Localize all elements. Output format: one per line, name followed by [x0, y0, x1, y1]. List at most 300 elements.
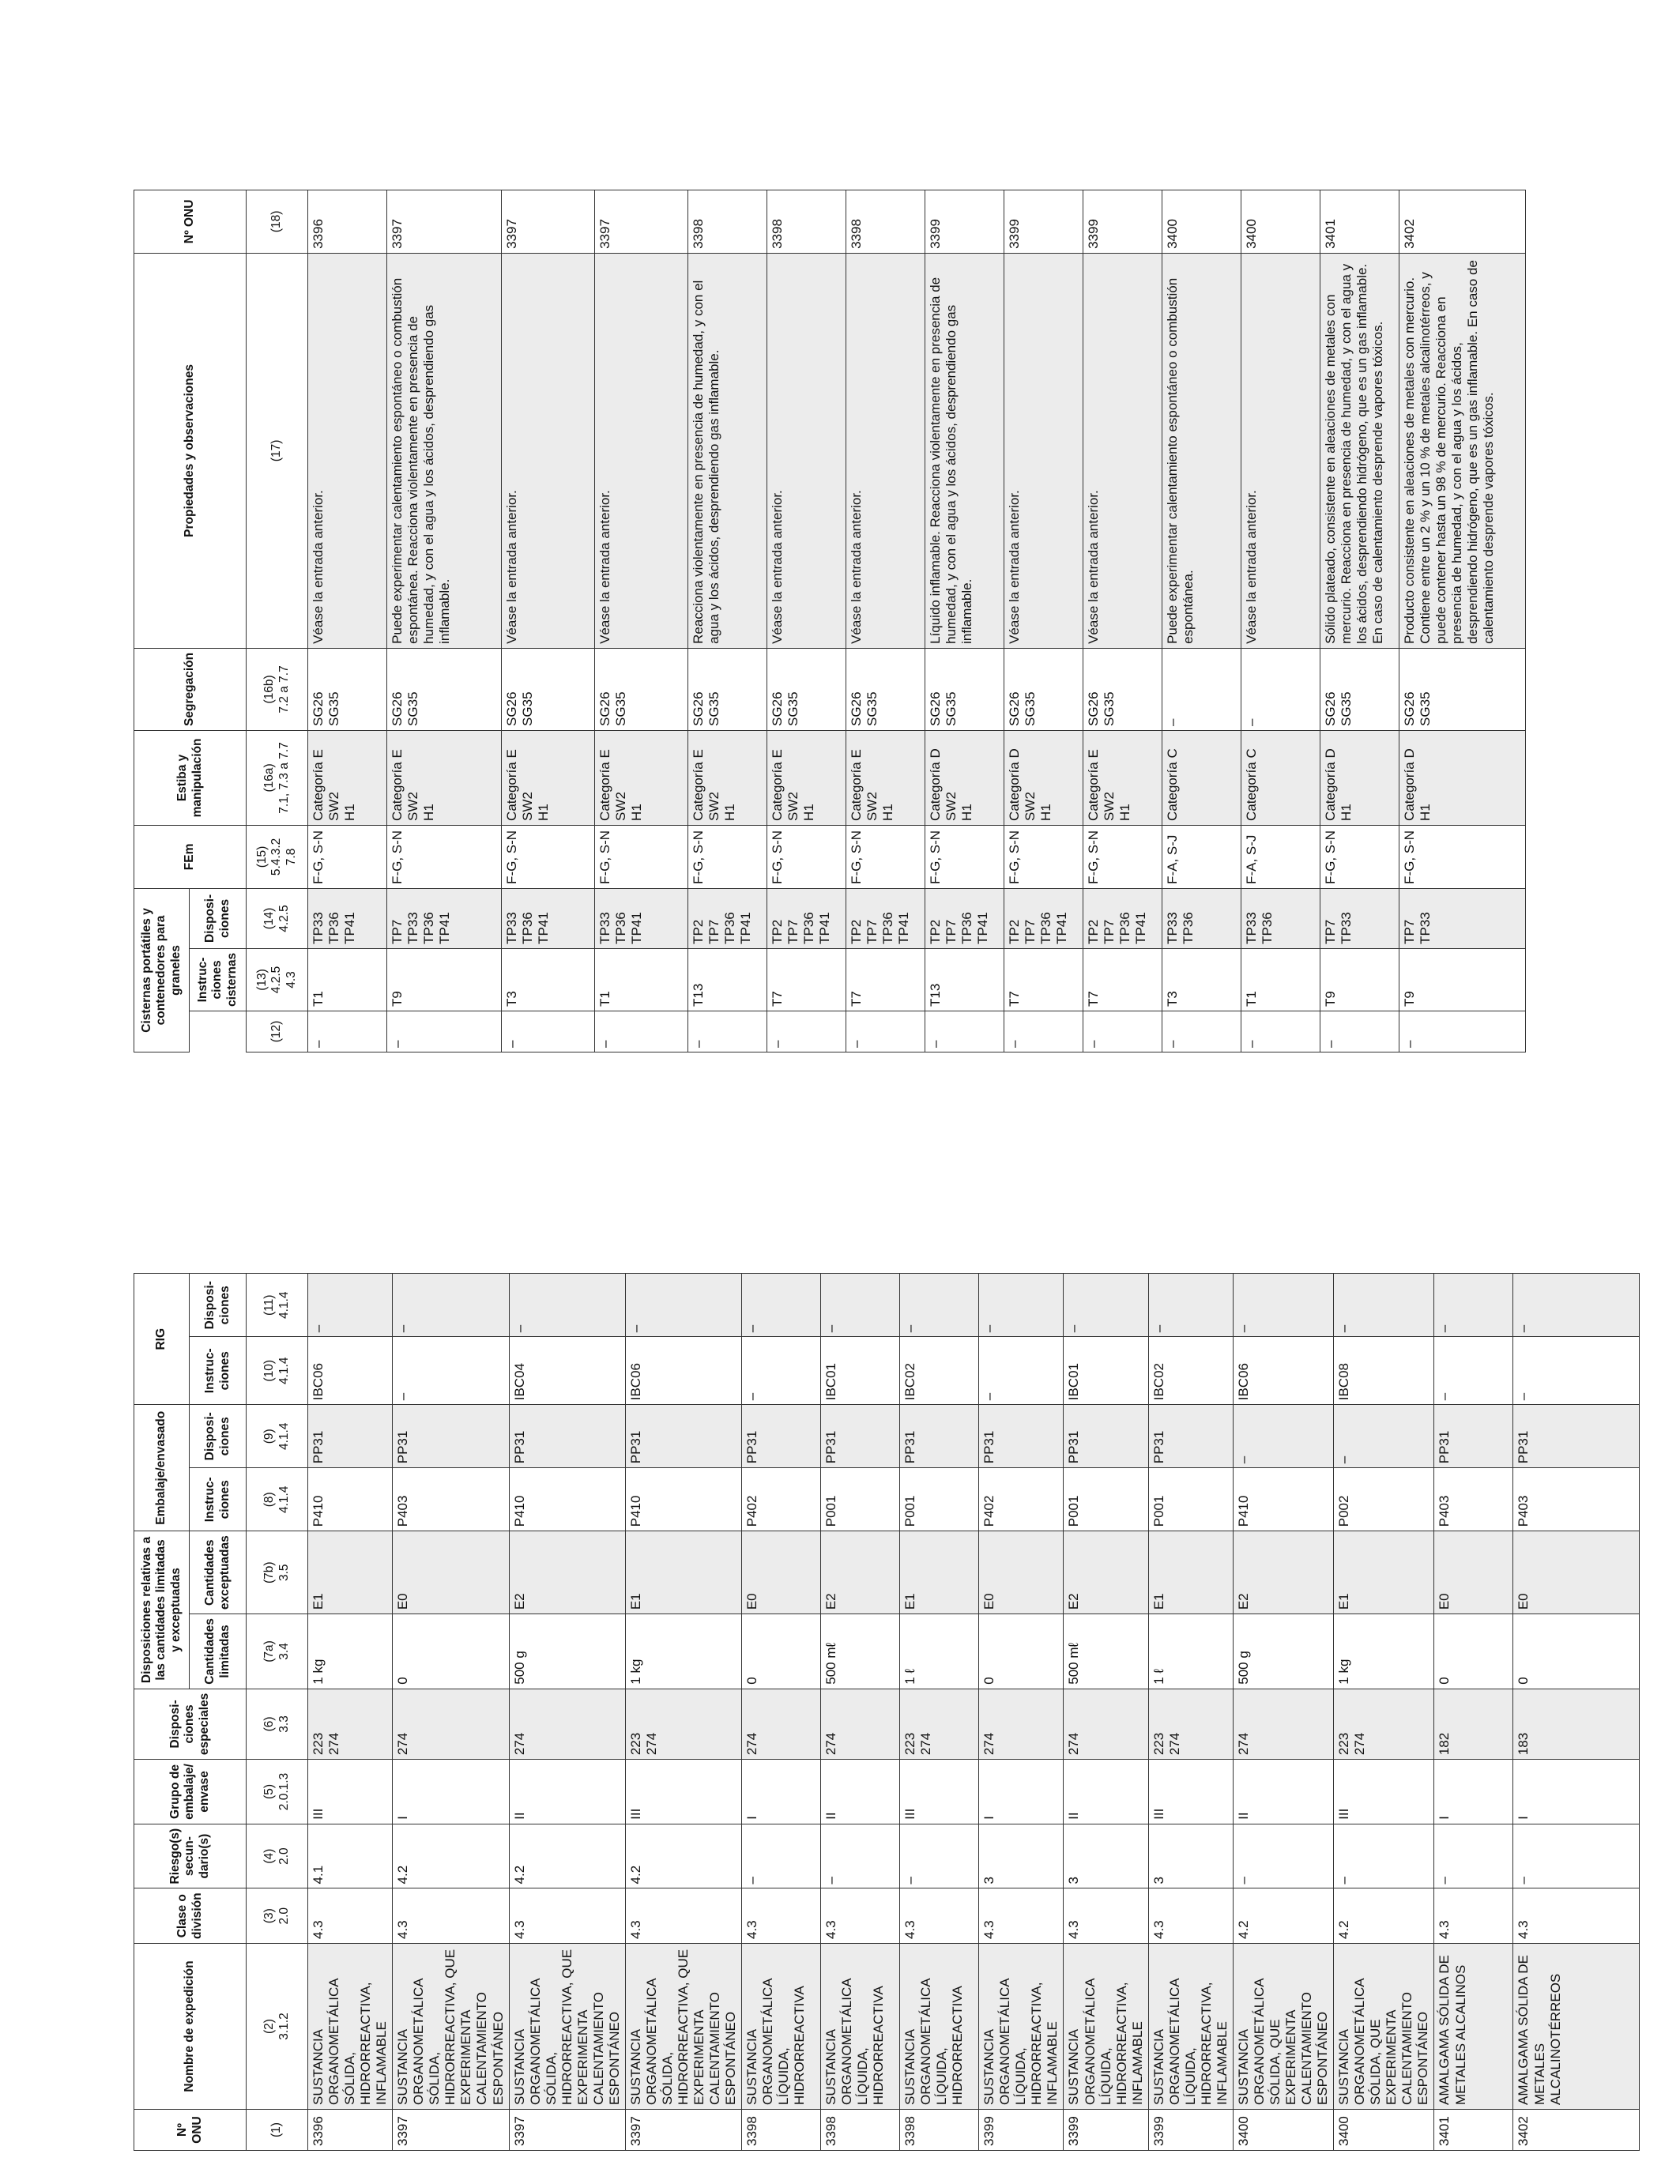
left-table — [134, 1273, 1640, 2151]
cell-nombre: SUSTANCIA ORGANOMETÁLICA SÓLIDA, HIDRORREACTIVA, QUE EXPERIMENTA CALENTAMIENTO ESPONTÁNEO — [509, 1944, 625, 2110]
cell-cist-dispo: TP7 TP33 TP36 TP41 — [387, 888, 502, 948]
table-row — [387, 190, 502, 1052]
cell-onu: 3400 — [1233, 2110, 1333, 2151]
cell-segregacion: SG26 SG35 — [595, 648, 688, 730]
cell-fem: F-G, S-N — [502, 825, 595, 888]
cell-cantexc: E1 — [1334, 1531, 1434, 1614]
hdr-rig: RIG — [134, 1274, 190, 1405]
cell-estiba: Categoría C — [1241, 730, 1320, 825]
cell-segregacion: SG26 SG35 — [1320, 648, 1399, 730]
cell-cantexc: E1 — [308, 1531, 393, 1614]
cell-rig-dispo: – — [1064, 1274, 1148, 1337]
colnum-propiedades: (17) — [247, 253, 308, 648]
cell-12: – — [767, 1011, 846, 1052]
table-row — [1162, 190, 1241, 1052]
colnum-rig-instr: (10) 4.1.4 — [247, 1337, 308, 1405]
colnum-onu-right: (18) — [247, 190, 308, 253]
cell-propiedades: Véase la entrada anterior. — [767, 253, 846, 648]
cell-cist-dispo: TP7 TP33 — [1320, 888, 1399, 948]
cell-dispesp: 223 274 — [900, 1689, 979, 1759]
cell-cantlim: 1 kg — [1334, 1614, 1434, 1689]
cell-rig-dispo: – — [308, 1274, 393, 1337]
cell-riesgo: – — [900, 1824, 979, 1888]
cell-rig-dispo: – — [900, 1274, 979, 1337]
cell-rig-dispo: – — [1233, 1274, 1333, 1337]
hdr-nombre: Nombre de expedición — [134, 1944, 247, 2110]
hdr-dispesp: Disposi- ciones especiales — [134, 1689, 247, 1759]
cell-riesgo: 4.2 — [625, 1824, 741, 1888]
hdr-cisternas: Cisternas portátiles y contenedores para graneles — [134, 888, 190, 1052]
cell-12: – — [1083, 1011, 1162, 1052]
table-row — [625, 1274, 741, 2151]
cell-riesgo: – — [1334, 1824, 1434, 1888]
cell-estiba: Categoría E SW2 H1 — [1083, 730, 1162, 825]
cell-emb-instr: P402 — [979, 1468, 1064, 1531]
cell-riesgo: 3 — [1148, 1824, 1233, 1888]
cell-estiba: Categoría E SW2 H1 — [387, 730, 502, 825]
cell-rig-instr: – — [1513, 1337, 1640, 1405]
colnum-riesgo: (4) 2.0 — [247, 1824, 308, 1888]
table-row — [1399, 190, 1526, 1052]
table-row — [1334, 1274, 1434, 2151]
cell-rig-instr: IBC06 — [1233, 1337, 1333, 1405]
cell-onu-right: 3400 — [1162, 190, 1241, 253]
table-row — [502, 190, 595, 1052]
cell-12: – — [1162, 1011, 1241, 1052]
cell-clase: 4.3 — [742, 1888, 821, 1944]
table-row — [1320, 190, 1399, 1052]
cell-rig-dispo: – — [393, 1274, 509, 1337]
hdr-disprel: Disposiciones relativas a las cantidades limitadas y exceptuadas — [134, 1531, 190, 1689]
cell-dispesp: 183 — [1513, 1689, 1640, 1759]
cell-riesgo: 4.2 — [509, 1824, 625, 1888]
cell-fem: F-G, S-N — [1399, 825, 1526, 888]
cell-riesgo: – — [1233, 1824, 1333, 1888]
right-table — [134, 190, 1526, 1052]
cell-grupo: III — [900, 1760, 979, 1824]
cell-grupo: II — [821, 1760, 900, 1824]
hdr-onu: Nº ONU — [134, 2110, 247, 2151]
colnum-rig-dispo: (11) 4.1.4 — [247, 1274, 308, 1337]
cell-emb-instr: P001 — [1064, 1468, 1148, 1531]
cell-estiba: Categoría E SW2 H1 — [308, 730, 387, 825]
cell-onu-right: 3397 — [387, 190, 502, 253]
cell-emb-dispo: PP31 — [308, 1405, 393, 1468]
hdr-rig-instr: Instruc- ciones — [190, 1337, 247, 1405]
cell-emb-instr: P410 — [308, 1468, 393, 1531]
cell-fem: F-G, S-N — [1083, 825, 1162, 888]
colnum-segregacion: (16b) 7.2 a 7.7 — [247, 648, 308, 730]
cell-cantexc: E0 — [742, 1531, 821, 1614]
cell-onu-right: 3397 — [595, 190, 688, 253]
cell-cist-dispo: TP2 TP7 TP36 TP41 — [1004, 888, 1083, 948]
cell-estiba: Categoría D SW2 H1 — [925, 730, 1004, 825]
cell-grupo: II — [1064, 1760, 1148, 1824]
cell-fem: F-G, S-N — [308, 825, 387, 888]
cell-12: – — [1004, 1011, 1083, 1052]
cell-rig-instr: – — [979, 1337, 1064, 1405]
colnum-cist-dispo: (14) 4.2.5 — [247, 888, 308, 948]
table-row — [308, 190, 387, 1052]
cell-onu: 3397 — [625, 2110, 741, 2151]
cell-nombre: SUSTANCIA ORGANOMETÁLICA LÍQUIDA, HIDRORREACTIVA, INFLAMABLE — [1064, 1944, 1148, 2110]
right-table-block — [134, 190, 1526, 1052]
cell-emb-dispo: PP31 — [900, 1405, 979, 1468]
cell-rig-instr: IBC01 — [821, 1337, 900, 1405]
cell-cist-instr: T9 — [387, 948, 502, 1011]
table-row — [509, 1274, 625, 2151]
cell-fem: F-G, S-N — [387, 825, 502, 888]
cell-12: – — [846, 1011, 925, 1052]
hdr-embalaje: Embalaje/envasado — [134, 1405, 190, 1531]
cell-fem: F-G, S-N — [925, 825, 1004, 888]
table-row — [1233, 1274, 1333, 2151]
cell-clase: 4.3 — [1434, 1888, 1513, 1944]
cell-cist-instr: T1 — [1241, 948, 1320, 1011]
cell-emb-instr: P403 — [1513, 1468, 1640, 1531]
cell-rig-instr: IBC02 — [1148, 1337, 1233, 1405]
cell-segregacion: SG26 SG35 — [767, 648, 846, 730]
cell-rig-dispo: – — [509, 1274, 625, 1337]
cell-onu-right: 3396 — [308, 190, 387, 253]
cell-emb-dispo: PP31 — [625, 1405, 741, 1468]
cell-onu-right: 3401 — [1320, 190, 1399, 253]
cell-segregacion: SG26 SG35 — [308, 648, 387, 730]
cell-grupo: II — [1233, 1760, 1333, 1824]
cell-estiba: Categoría D H1 — [1320, 730, 1399, 825]
cell-cist-dispo: TP2 TP7 TP36 TP41 — [767, 888, 846, 948]
cell-emb-dispo: PP31 — [509, 1405, 625, 1468]
cell-emb-dispo: PP31 — [1434, 1405, 1513, 1468]
cell-propiedades: Líquido inflamable. Reacciona violentamente en presencia de humedad, y con el agua y los ácidos, desprendiendo gas inflamable. — [925, 253, 1004, 648]
cell-nombre: SUSTANCIA ORGANOMETÁLICA LÍQUIDA, HIDRORREACTIVA — [821, 1944, 900, 2110]
cell-grupo: I — [1434, 1760, 1513, 1824]
cell-emb-dispo: PP31 — [742, 1405, 821, 1468]
colnum-estiba: (16a) 7.1, 7.3 a 7.7 — [247, 730, 308, 825]
cell-rig-instr: – — [1434, 1337, 1513, 1405]
cell-rig-instr: IBC06 — [308, 1337, 393, 1405]
cell-emb-dispo: PP31 — [979, 1405, 1064, 1468]
colnum-emb-dispo: (9) 4.1.4 — [247, 1405, 308, 1468]
cell-nombre: SUSTANCIA ORGANOMETÁLICA SÓLIDA, QUE EXPERIMENTA CALENTAMIENTO ESPONTÁNEO — [1233, 1944, 1333, 2110]
cell-cantlim: 500 mℓ — [821, 1614, 900, 1689]
hdr-fem: FEm — [134, 825, 247, 888]
colnum-12: (12) — [247, 1011, 308, 1052]
cell-emb-instr: P403 — [393, 1468, 509, 1531]
cell-fem: F-A, S-J — [1162, 825, 1241, 888]
cell-grupo: III — [1148, 1760, 1233, 1824]
cell-clase: 4.3 — [509, 1888, 625, 1944]
cell-cist-instr: T7 — [767, 948, 846, 1011]
cell-clase: 4.3 — [1148, 1888, 1233, 1944]
cell-nombre: SUSTANCIA ORGANOMETÁLICA LÍQUIDA, HIDRORREACTIVA, INFLAMABLE — [1148, 1944, 1233, 2110]
cell-riesgo: 3 — [979, 1824, 1064, 1888]
cell-emb-dispo: PP31 — [821, 1405, 900, 1468]
cell-rig-instr: IBC04 — [509, 1337, 625, 1405]
cell-rig-instr: IBC08 — [1334, 1337, 1434, 1405]
cell-riesgo: 3 — [1064, 1824, 1148, 1888]
cell-riesgo: 4.2 — [393, 1824, 509, 1888]
left-table-block — [134, 1273, 1640, 2151]
cell-propiedades: Puede experimentar calentamiento espontáneo o combustión espontánea. Reacciona violentamente en presencia de humedad, y con el agua y los ácidos, desprendiendo gas inflamable. — [387, 253, 502, 648]
cell-segregacion: SG26 SG35 — [925, 648, 1004, 730]
cell-cantexc: E0 — [1513, 1531, 1640, 1614]
cell-onu-right: 3402 — [1399, 190, 1526, 253]
cell-cist-instr: T13 — [925, 948, 1004, 1011]
cell-clase: 4.3 — [821, 1888, 900, 1944]
hdr-grupo: Grupo de embalaje/ envase — [134, 1760, 247, 1824]
cell-onu: 3399 — [1064, 2110, 1148, 2151]
cell-riesgo: – — [1513, 1824, 1640, 1888]
cell-propiedades: Véase la entrada anterior. — [1241, 253, 1320, 648]
cell-onu: 3399 — [979, 2110, 1064, 2151]
table-row — [1434, 1274, 1513, 2151]
cell-segregacion: SG26 SG35 — [846, 648, 925, 730]
cell-onu: 3398 — [821, 2110, 900, 2151]
cell-12: – — [595, 1011, 688, 1052]
cell-clase: 4.3 — [1064, 1888, 1148, 1944]
cell-cantlim: 500 g — [1233, 1614, 1333, 1689]
colnum-onu: (1) — [247, 2110, 308, 2151]
cell-emb-dispo: PP31 — [1064, 1405, 1148, 1468]
cell-onu: 3402 — [1513, 2110, 1640, 2151]
cell-rig-dispo: – — [1434, 1274, 1513, 1337]
cell-dispesp: 274 — [979, 1689, 1064, 1759]
cell-rig-dispo: – — [742, 1274, 821, 1337]
cell-onu: 3400 — [1334, 2110, 1434, 2151]
hdr-onu-right: Nº ONU — [134, 190, 247, 253]
cell-emb-instr: P402 — [742, 1468, 821, 1531]
cell-12: – — [1320, 1011, 1399, 1052]
cell-cist-instr: T9 — [1399, 948, 1526, 1011]
table-row — [846, 190, 925, 1052]
hdr-rig-dispo: Disposi- ciones — [190, 1274, 247, 1337]
cell-cist-instr: T7 — [846, 948, 925, 1011]
cell-nombre: SUSTANCIA ORGANOMETÁLICA SÓLIDA, HIDRORREACTIVA, QUE EXPERIMENTA CALENTAMIENTO ESPONTÁNEO — [625, 1944, 741, 2110]
cell-cantlim: 500 mℓ — [1064, 1614, 1148, 1689]
cell-fem: F-G, S-N — [767, 825, 846, 888]
table-row — [688, 190, 767, 1052]
cell-fem: F-G, S-N — [1004, 825, 1083, 888]
cell-cantexc: E2 — [1064, 1531, 1148, 1614]
cell-rig-instr: – — [393, 1337, 509, 1405]
cell-dispesp: 223 274 — [1148, 1689, 1233, 1759]
cell-propiedades: Véase la entrada anterior. — [846, 253, 925, 648]
hdr-cantexc: Cantidades exceptuadas — [190, 1531, 247, 1614]
cell-clase: 4.3 — [308, 1888, 393, 1944]
cell-onu-right: 3398 — [846, 190, 925, 253]
colnum-dispesp: (6) 3.3 — [247, 1689, 308, 1759]
cell-grupo: I — [1513, 1760, 1640, 1824]
cell-propiedades: Producto consistente en aleaciones de metales con mercurio. Contiene entre un 2 % y un 10 % de metales alcalinotérreos, y puede contener hasta un 98 % de mercurio. Reacciona en presencia de humedad, y con el agua y los ácidos, desprendiendo hidrógeno, que es un gas inflamable. En caso de calentamiento desprende vapores tóxicos. — [1399, 253, 1526, 648]
cell-estiba: Categoría E SW2 H1 — [595, 730, 688, 825]
cell-cantlim: 1 ℓ — [1148, 1614, 1233, 1689]
cell-fem: F-A, S-J — [1241, 825, 1320, 888]
cell-onu-right: 3399 — [925, 190, 1004, 253]
cell-cantexc: E1 — [625, 1531, 741, 1614]
cell-cantexc: E0 — [393, 1531, 509, 1614]
cell-emb-instr: P410 — [1233, 1468, 1333, 1531]
cell-estiba: Categoría E SW2 H1 — [688, 730, 767, 825]
cell-fem: F-G, S-N — [595, 825, 688, 888]
cell-cantlim: 0 — [979, 1614, 1064, 1689]
hdr-cist-dispo: Disposi- ciones — [190, 888, 247, 948]
cell-propiedades: Véase la entrada anterior. — [1083, 253, 1162, 648]
cell-dispesp: 274 — [393, 1689, 509, 1759]
cell-propiedades: Véase la entrada anterior. — [1004, 253, 1083, 648]
cell-clase: 4.2 — [1334, 1888, 1434, 1944]
cell-cist-instr: T1 — [308, 948, 387, 1011]
table-row — [1513, 1274, 1640, 2151]
cell-cantexc: E1 — [1148, 1531, 1233, 1614]
cell-nombre: SUSTANCIA ORGANOMETÁLICA SÓLIDA, HIDRORREACTIVA, INFLAMABLE — [308, 1944, 393, 2110]
cell-rig-dispo: – — [1334, 1274, 1434, 1337]
cell-fem: F-G, S-N — [688, 825, 767, 888]
cell-onu: 3398 — [742, 2110, 821, 2151]
cell-emb-instr: P410 — [509, 1468, 625, 1531]
cell-propiedades: Véase la entrada anterior. — [308, 253, 387, 648]
cell-cist-dispo: TP33 TP36 — [1162, 888, 1241, 948]
cell-emb-dispo: PP31 — [1513, 1405, 1640, 1468]
cell-grupo: III — [625, 1760, 741, 1824]
hdr-emb-instr: Instruc- ciones — [190, 1468, 247, 1531]
cell-nombre: SUSTANCIA ORGANOMETÁLICA LÍQUIDA, HIDRORREACTIVA — [900, 1944, 979, 2110]
hdr-emb-dispo: Disposi- ciones — [190, 1405, 247, 1468]
cell-dispesp: 223 274 — [625, 1689, 741, 1759]
cell-segregacion: SG26 SG35 — [1399, 648, 1526, 730]
cell-estiba: Categoría C — [1162, 730, 1241, 825]
cell-12: – — [387, 1011, 502, 1052]
cell-cist-dispo: TP2 TP7 TP36 TP41 — [1083, 888, 1162, 948]
cell-clase: 4.3 — [625, 1888, 741, 1944]
cell-rig-instr: IBC06 — [625, 1337, 741, 1405]
cell-onu-right: 3398 — [767, 190, 846, 253]
cell-rig-instr: – — [742, 1337, 821, 1405]
cell-emb-dispo: – — [1334, 1405, 1434, 1468]
table-row — [1004, 190, 1083, 1052]
cell-cantlim: 500 g — [509, 1614, 625, 1689]
cell-onu-right: 3399 — [1083, 190, 1162, 253]
cell-onu: 3399 — [1148, 2110, 1233, 2151]
cell-nombre: SUSTANCIA ORGANOMETÁLICA LÍQUIDA, HIDRORREACTIVA — [742, 1944, 821, 2110]
cell-propiedades: Puede experimentar calentamiento espontáneo o combustión espontánea. — [1162, 253, 1241, 648]
hdr-segregacion: Segregación — [134, 648, 247, 730]
colnum-clase: (3) 2.0 — [247, 1888, 308, 1944]
cell-cist-dispo: TP33 TP36 TP41 — [595, 888, 688, 948]
cell-grupo: III — [1334, 1760, 1434, 1824]
cell-emb-instr: P403 — [1434, 1468, 1513, 1531]
cell-12: – — [925, 1011, 1004, 1052]
cell-cantexc: E2 — [509, 1531, 625, 1614]
cell-propiedades: Sólido plateado, consistente en aleaciones de metales con mercurio. Reacciona en presencia de humedad, y con el agua y los ácidos, desprendiendo hidrógeno, que es un gas inflamable. En caso de calentamiento desprende vapores tóxicos. — [1320, 253, 1399, 648]
cell-segregacion: SG26 SG35 — [387, 648, 502, 730]
cell-segregacion: – — [1162, 648, 1241, 730]
cell-onu-right: 3399 — [1004, 190, 1083, 253]
cell-12: – — [688, 1011, 767, 1052]
cell-propiedades: Véase la entrada anterior. — [595, 253, 688, 648]
hdr-propiedades: Propiedades y observaciones — [134, 253, 247, 648]
cell-cist-instr: T9 — [1320, 948, 1399, 1011]
cell-segregacion: SG26 SG35 — [1004, 648, 1083, 730]
cell-rig-dispo: – — [979, 1274, 1064, 1337]
cell-rig-dispo: – — [1513, 1274, 1640, 1337]
cell-dispesp: 223 274 — [308, 1689, 393, 1759]
hdr-riesgo: Riesgo(s) secun- dario(s) — [134, 1824, 247, 1888]
cell-dispesp: 274 — [1064, 1689, 1148, 1759]
cell-cantexc: E2 — [1233, 1531, 1333, 1614]
cell-propiedades: Reacciona violentamente en presencia de humedad, y con el agua y los ácidos, desprendiendo gas inflamable. — [688, 253, 767, 648]
cell-riesgo: 4.1 — [308, 1824, 393, 1888]
table-row — [1148, 1274, 1233, 2151]
cell-cantlim: 1 kg — [308, 1614, 393, 1689]
cell-fem: F-G, S-N — [1320, 825, 1399, 888]
cell-cantexc: E1 — [900, 1531, 979, 1614]
hdr-estiba: Estiba y manipulación — [134, 730, 247, 825]
table-row — [821, 1274, 900, 2151]
table-row — [1083, 190, 1162, 1052]
cell-nombre: SUSTANCIA ORGANOMETÁLICA SÓLIDA, QUE EXPERIMENTA CALENTAMIENTO ESPONTÁNEO — [1334, 1944, 1434, 2110]
cell-grupo: III — [308, 1760, 393, 1824]
cell-dispesp: 274 — [742, 1689, 821, 1759]
cell-dispesp: 274 — [1233, 1689, 1333, 1759]
cell-rig-instr: IBC02 — [900, 1337, 979, 1405]
hdr-cantlim: Cantidades limitadas — [190, 1614, 247, 1689]
cell-grupo: I — [979, 1760, 1064, 1824]
cell-onu: 3397 — [509, 2110, 625, 2151]
cell-cist-instr: T13 — [688, 948, 767, 1011]
cell-onu-right: 3400 — [1241, 190, 1320, 253]
cell-cantexc: E0 — [979, 1531, 1064, 1614]
cell-dispesp: 223 274 — [1334, 1689, 1434, 1759]
table-row — [393, 1274, 509, 2151]
cell-onu-right: 3398 — [688, 190, 767, 253]
cell-segregacion: SG26 SG35 — [502, 648, 595, 730]
cell-nombre: SUSTANCIA ORGANOMETÁLICA LÍQUIDA, HIDRORREACTIVA, INFLAMABLE — [979, 1944, 1064, 2110]
cell-12: – — [308, 1011, 387, 1052]
cell-dispesp: 182 — [1434, 1689, 1513, 1759]
table-row — [900, 1274, 979, 2151]
cell-cantlim: 0 — [393, 1614, 509, 1689]
cell-emb-dispo: PP31 — [393, 1405, 509, 1468]
cell-segregacion: SG26 SG35 — [688, 648, 767, 730]
colnum-grupo: (5) 2.0.1.3 — [247, 1760, 308, 1824]
cell-dispesp: 274 — [509, 1689, 625, 1759]
colnum-cist-instr: (13) 4.2.5 4.3 — [247, 948, 308, 1011]
cell-cist-instr: T1 — [595, 948, 688, 1011]
cell-clase: 4.3 — [1513, 1888, 1640, 1944]
table-row — [742, 1274, 821, 2151]
cell-cantlim: 0 — [742, 1614, 821, 1689]
table-row — [925, 190, 1004, 1052]
cell-cantlim: 1 ℓ — [900, 1614, 979, 1689]
cell-rig-dispo: – — [1148, 1274, 1233, 1337]
cell-riesgo: – — [821, 1824, 900, 1888]
cell-cist-dispo: TP2 TP7 TP36 TP41 — [688, 888, 767, 948]
colnum-fem: (15) 5.4.3.2 7.8 — [247, 825, 308, 888]
table-row — [1064, 1274, 1148, 2151]
cell-cist-dispo: TP7 TP33 — [1399, 888, 1526, 948]
cell-cist-dispo: TP2 TP7 TP36 TP41 — [846, 888, 925, 948]
cell-riesgo: – — [1434, 1824, 1513, 1888]
cell-onu: 3396 — [308, 2110, 393, 2151]
table-row — [595, 190, 688, 1052]
cell-onu: 3401 — [1434, 2110, 1513, 2151]
cell-clase: 4.3 — [393, 1888, 509, 1944]
table-row — [1241, 190, 1320, 1052]
cell-rig-instr: IBC01 — [1064, 1337, 1148, 1405]
cell-clase: 4.2 — [1233, 1888, 1333, 1944]
cell-cantlim: 1 kg — [625, 1614, 741, 1689]
